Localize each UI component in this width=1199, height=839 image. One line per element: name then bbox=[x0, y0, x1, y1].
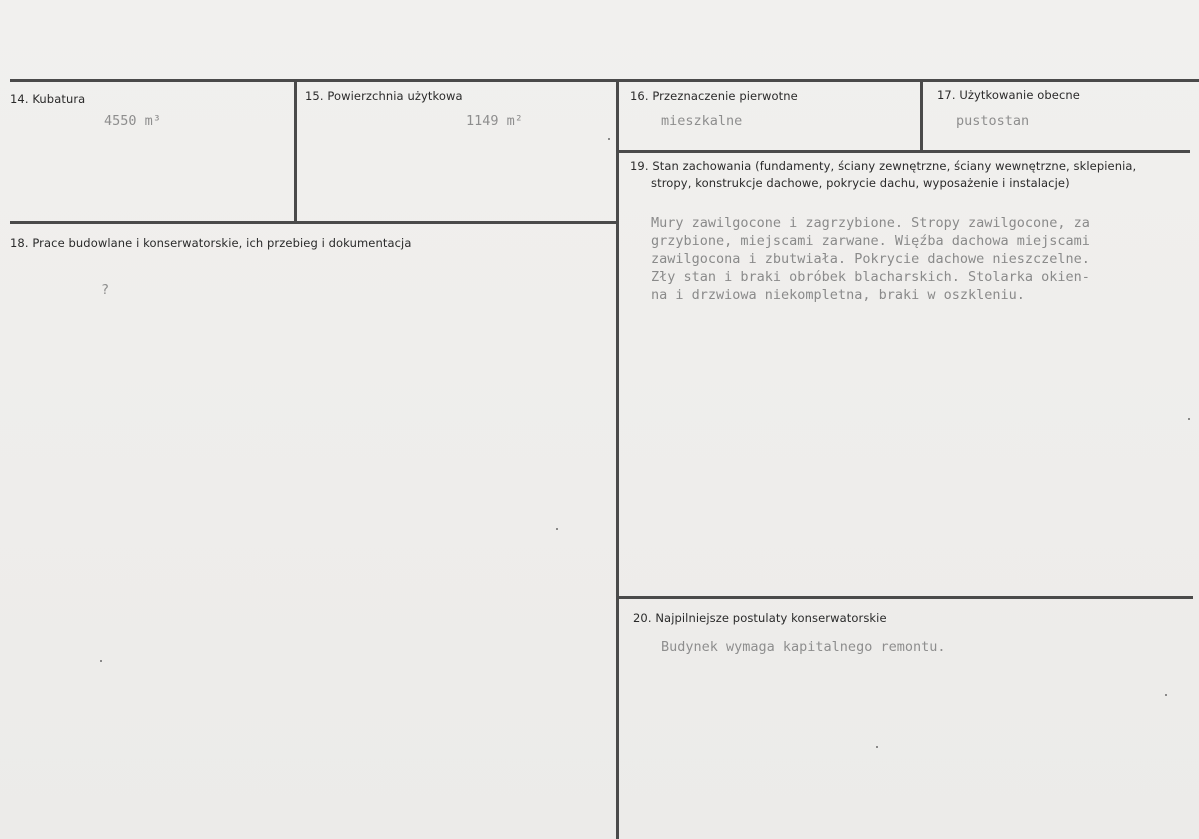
paper-speck bbox=[876, 746, 878, 748]
row2-rule-left bbox=[10, 221, 618, 224]
prace-label: 18. Prace budowlane i konserwatorskie, ich przebieg i dokumentacja bbox=[10, 236, 412, 250]
stan-label-line1: 19. Stan zachowania (fundamenty, ściany zewnętrzne, ściany wewnętrzne, sklepienia, bbox=[630, 159, 1137, 173]
powierzchnia-value: 1149 m² bbox=[466, 113, 523, 129]
stan-line: zawilgocona i zbutwiała. Pokrycie dachowe nieszczelne. bbox=[651, 251, 1090, 267]
postulaty-label: 20. Najpilniejsze postulaty konserwatorskie bbox=[633, 611, 887, 625]
stan-line: na i drzwiowa niekompletna, braki w oszkleniu. bbox=[651, 287, 1025, 303]
stan-line: Zły stan i braki obróbek blacharskich. Stolarka okien- bbox=[651, 269, 1090, 285]
divider-center bbox=[616, 79, 619, 839]
section20-rule bbox=[617, 596, 1193, 599]
top-rule bbox=[10, 79, 1199, 82]
divider-14-15 bbox=[294, 79, 297, 223]
paper-speck bbox=[608, 138, 610, 140]
przeznaczenie-label: 16. Przeznaczenie pierwotne bbox=[630, 89, 798, 103]
stan-description bbox=[651, 214, 1090, 304]
paper-speck bbox=[1188, 418, 1190, 420]
row2-rule-right bbox=[617, 150, 1190, 153]
powierzchnia-label: 15. Powierzchnia użytkowa bbox=[305, 89, 463, 103]
kubatura-value: 4550 m³ bbox=[104, 113, 161, 129]
paper-speck bbox=[1165, 694, 1167, 696]
kubatura-label: 14. Kubatura bbox=[10, 92, 86, 106]
paper-speck bbox=[556, 528, 558, 530]
stan-label-line2: stropy, konstrukcje dachowe, pokrycie dachu, wyposażenie i instalacje) bbox=[651, 176, 1070, 190]
stan-line: grzybione, miejscami zarwane. Więźba dachowa miejscami bbox=[651, 233, 1090, 249]
uzytkowanie-value: pustostan bbox=[956, 113, 1030, 129]
przeznaczenie-value: mieszkalne bbox=[661, 113, 743, 129]
stan-line: Mury zawilgocone i zagrzybione. Stropy zawilgocone, za bbox=[651, 215, 1090, 231]
prace-value: ? bbox=[101, 282, 110, 298]
divider-16-17 bbox=[920, 79, 923, 151]
postulaty-value: Budynek wymaga kapitalnego remontu. bbox=[661, 639, 946, 655]
uzytkowanie-label: 17. Użytkowanie obecne bbox=[937, 88, 1080, 102]
paper-speck bbox=[100, 660, 102, 662]
